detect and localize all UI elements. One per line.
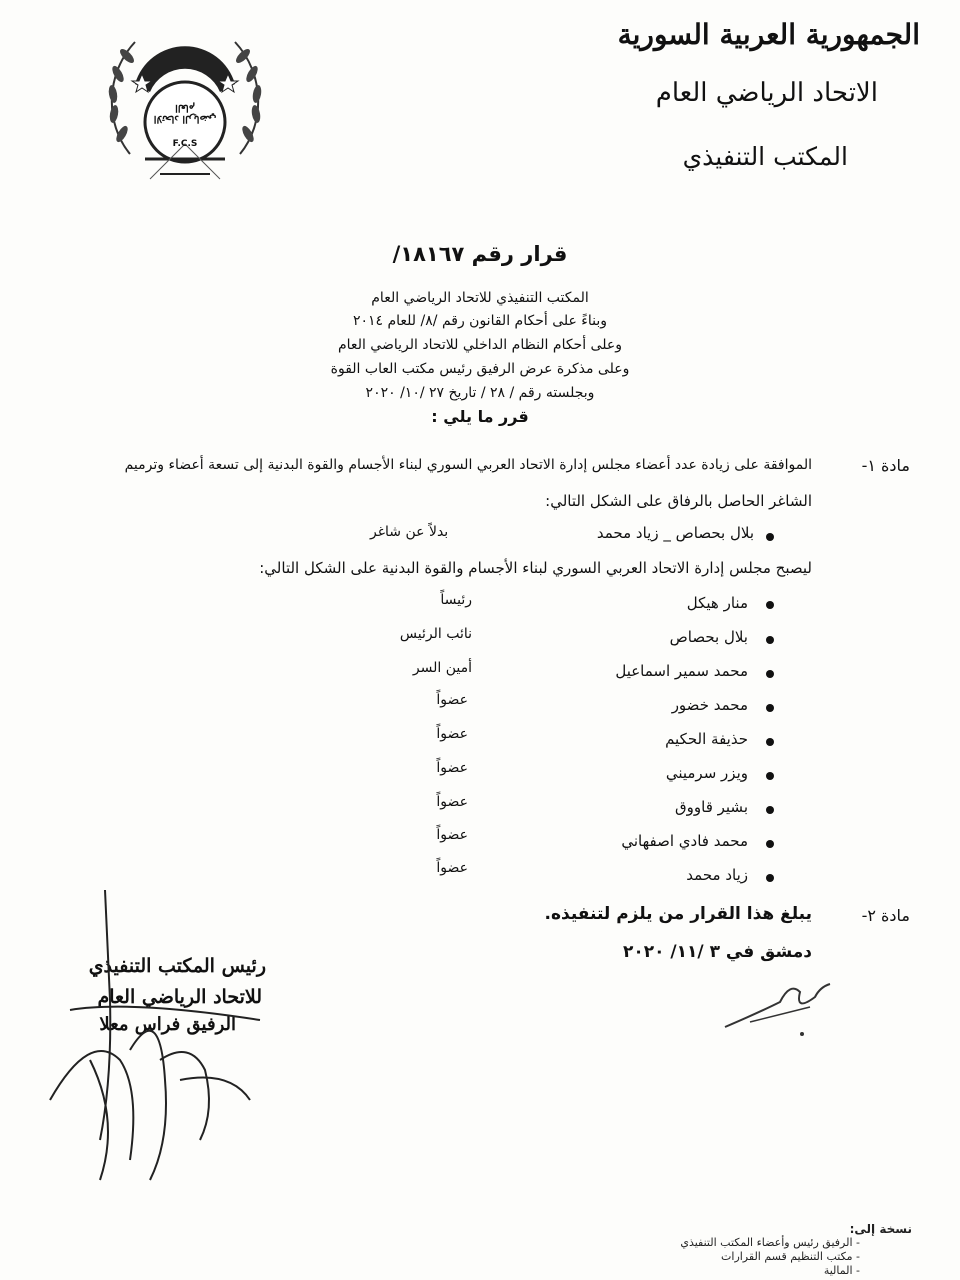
- logo-abbrev: F.C.S: [172, 139, 198, 149]
- signatory-title-2: للاتحاد الرياضي العام: [97, 986, 262, 1008]
- member-role: رئيساً: [440, 592, 472, 608]
- member-role: عضواً: [436, 827, 468, 843]
- member-name: بشير قاووق: [675, 798, 748, 816]
- member-role: عضواً: [436, 860, 468, 876]
- signatory-name: الرفيق فراس معلا: [99, 1014, 236, 1035]
- bullet: [766, 636, 774, 644]
- intro-line-4: وعلى مذكرة عرض الرفيق رئيس مكتب العاب القوة: [330, 361, 630, 377]
- member-role: عضواً: [436, 760, 468, 776]
- member-name: محمد سمير اسماعيل: [615, 662, 748, 680]
- header-republic: الجمهورية العربية السورية: [617, 18, 920, 51]
- article-1-label: مادة ١-: [861, 456, 910, 475]
- bullet: [766, 874, 774, 882]
- replacement-note: بدلاً عن شاغر: [370, 524, 449, 540]
- member-name: ويزر سرميني: [665, 764, 748, 782]
- replacement-names: بلال بحصاص _ زياد محمد: [596, 524, 754, 542]
- member-role: عضواً: [436, 692, 468, 708]
- bullet: [766, 806, 774, 814]
- copies-item: - مكتب التنظيم قسم القرارات: [721, 1250, 860, 1263]
- bullet: [766, 704, 774, 712]
- copies-item: - المالية: [823, 1264, 860, 1277]
- bullet: [766, 738, 774, 746]
- date-line: دمشق في ٣ /١١/ ٢٠٢٠: [623, 942, 812, 962]
- member-name: منار هيكل: [686, 594, 748, 612]
- logo-text: الاتحاد الرياضي العام: [153, 102, 217, 124]
- bullet: [766, 772, 774, 780]
- member-role: أمين السر: [412, 660, 472, 676]
- member-name: محمد فادي اصفهاني: [621, 832, 748, 850]
- article-1-line-2: الشاغر الحاصل بالرفاق على الشكل التالي:: [545, 492, 812, 510]
- member-name: محمد خضور: [671, 696, 748, 714]
- article-1-line-1: الموافقة على زيادة عدد أعضاء مجلس إدارة الاتحاد العربي السوري لبناء الأجسام والقوة البدنية إلى تسعة أعضاء وترميم: [124, 457, 812, 473]
- main-signature: [30, 880, 270, 1204]
- member-name: زياد محمد: [686, 866, 748, 884]
- bullet: [766, 601, 774, 609]
- member-role: عضواً: [436, 794, 468, 810]
- intro-line-3: وعلى أحكام النظام الداخلي للاتحاد الرياضي العام: [338, 337, 622, 353]
- bullet: [766, 533, 774, 541]
- member-name: حذيفة الحكيم: [665, 730, 748, 748]
- intro-line-1: المكتب التنفيذي للاتحاد الرياضي العام: [371, 290, 589, 306]
- article-2-label: مادة ٢-: [861, 906, 910, 925]
- board-intro: ليصبح مجلس إدارة الاتحاد العربي السوري لبناء الأجسام والقوة البدنية على الشكل التالي:: [259, 559, 812, 577]
- header-federation: الاتحاد الرياضي العام: [655, 78, 878, 108]
- copies-label: نسخة إلى:: [849, 1222, 912, 1236]
- intro-line-5: وبجلسته رقم / ٢٨ / تاريخ ٢٧ /١٠/ ٢٠٢٠: [365, 385, 595, 401]
- copies-item: - الرفيق رئيس وأعضاء المكتب التنفيذي: [680, 1236, 860, 1249]
- bullet: [766, 840, 774, 848]
- header-office: المكتب التنفيذي: [682, 142, 848, 171]
- initial-signature: [720, 972, 840, 1046]
- member-role: نائب الرئيس: [399, 626, 472, 642]
- resolved-heading: قرر ما يلي :: [431, 407, 529, 426]
- member-role: عضواً: [436, 726, 468, 742]
- article-2-text: يبلغ هذا القرار من يلزم لتنفيذه.: [544, 904, 812, 924]
- federation-logo: [100, 14, 270, 194]
- signatory-title-1: رئيس المكتب التنفيذي: [88, 955, 266, 977]
- bullet: [766, 670, 774, 678]
- decision-number: قرار رقم ١٨١٦٧/: [392, 242, 568, 266]
- intro-line-2: وبناءً على أحكام القانون رقم /٨/ للعام ٢٠١٤: [352, 313, 608, 329]
- member-name: بلال بحصاص: [669, 628, 748, 646]
